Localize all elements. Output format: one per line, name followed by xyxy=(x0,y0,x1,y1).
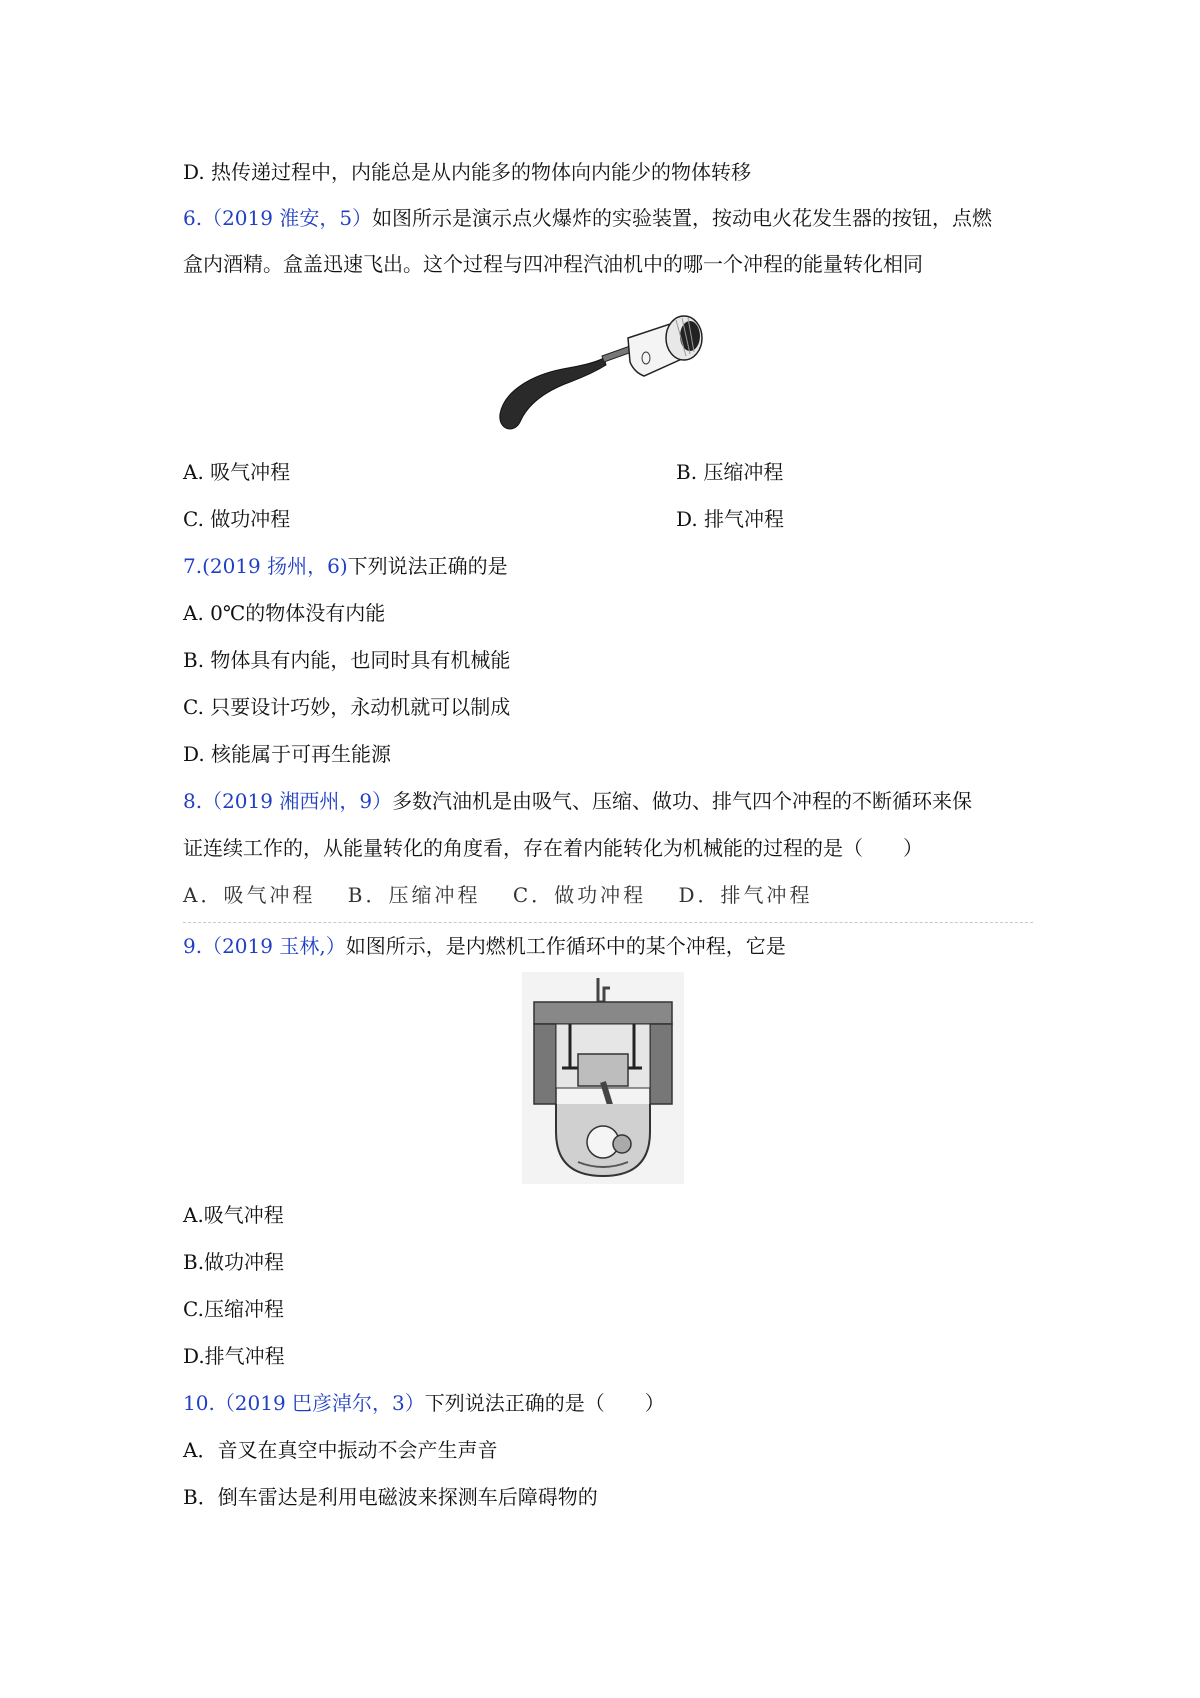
q10-option-a: A．音叉在真空中振动不会产生声音 xyxy=(183,1438,498,1462)
q8-stem-line-2: 证连续工作的，从能量转化的角度看，存在着内能转化为机械能的过程的是（ ） xyxy=(183,836,923,860)
q10-option-b: B．倒车雷达是利用电磁波来探测车后障碍物的 xyxy=(183,1485,598,1509)
q6-source: 6.（2019 淮安，5） xyxy=(183,206,373,230)
q6-stem-text-1: 如图所示是演示点火爆炸的实验装置，按动电火花发生器的按钮，点燃 xyxy=(372,206,993,230)
q6-option-d: D. 排气冲程 xyxy=(676,507,785,531)
engine-stroke-figure xyxy=(522,972,684,1184)
dashed-divider xyxy=(183,922,1033,923)
q6-stem-line-2: 盒内酒精。盒盖迅速飞出。这个过程与四冲程汽油机中的哪一个冲程的能量转化相同 xyxy=(183,252,923,276)
q8-stem-line-1 xyxy=(183,787,972,815)
q6-option-b: B. 压缩冲程 xyxy=(676,460,784,484)
q10-stem-text: 下列说法正确的是（ ） xyxy=(424,1391,665,1415)
q8-source: 8.（2019 湘西州，9） xyxy=(183,789,393,813)
q10-source: 10.（2019 巴彦淖尔，3） xyxy=(183,1391,425,1415)
q9-stem-text: 如图所示，是内燃机工作循环中的某个冲程，它是 xyxy=(345,934,786,958)
q7-source: 7.(2019 扬州，6) xyxy=(183,554,348,578)
q9-source: 9.（2019 玉林,） xyxy=(183,934,346,958)
q7-stem-text: 下列说法正确的是 xyxy=(347,554,508,578)
q8-options-line: A．吸气冲程 B．压缩冲程 C．做功冲程 D．排气冲程 xyxy=(183,883,813,907)
q9-option-a: A.吸气冲程 xyxy=(183,1203,284,1227)
q6-option-a: A. 吸气冲程 xyxy=(183,460,291,484)
q7-option-d: D. 核能属于可再生能源 xyxy=(183,742,392,766)
ignition-device-figure xyxy=(490,296,720,436)
q7-option-a: A. 0℃的物体没有内能 xyxy=(183,601,386,625)
q7-option-b: B. 物体具有内能，也同时具有机械能 xyxy=(183,648,511,672)
q6-option-c: C. 做功冲程 xyxy=(183,507,291,531)
q9-option-d: D.排气冲程 xyxy=(183,1344,285,1368)
q9-option-c: C.压缩冲程 xyxy=(183,1297,284,1321)
q7-stem xyxy=(183,552,508,580)
q6-stem-line-1 xyxy=(183,204,992,232)
q8-stem-text-1: 多数汽油机是由吸气、压缩、做功、排气四个冲程的不断循环来保 xyxy=(392,789,973,813)
q9-option-b: B.做功冲程 xyxy=(183,1250,285,1274)
q7-option-c: C. 只要设计巧妙，永动机就可以制成 xyxy=(183,695,511,719)
q5-option-d: D. 热传递过程中，内能总是从内能多的物体向内能少的物体转移 xyxy=(183,160,752,184)
q10-stem xyxy=(183,1389,665,1417)
q9-stem xyxy=(183,932,786,960)
